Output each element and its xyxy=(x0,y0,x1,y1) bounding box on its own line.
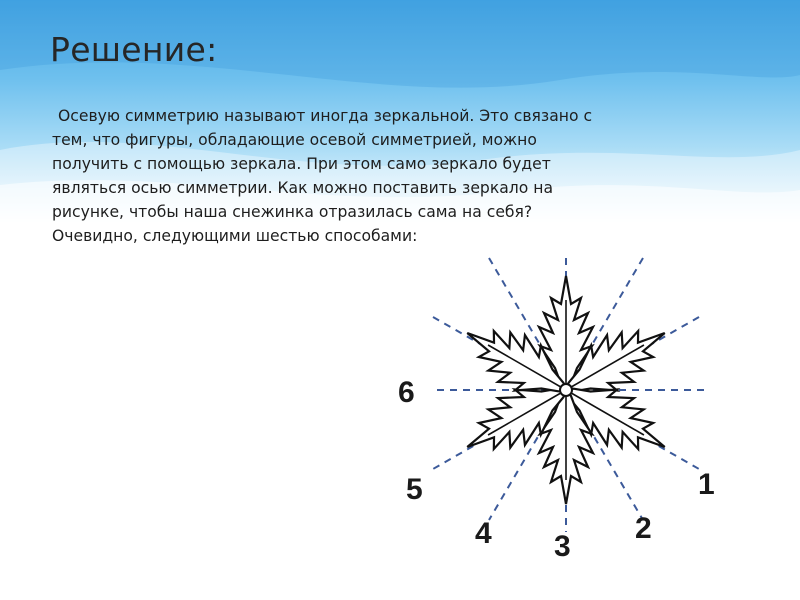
axis-label-1: 1 xyxy=(698,468,715,501)
axis-label-6: 6 xyxy=(398,376,415,409)
snowflake-figure xyxy=(390,250,730,580)
snowflake-center xyxy=(560,384,572,396)
axis-label-2: 2 xyxy=(635,512,652,545)
axis-label-3: 3 xyxy=(554,530,571,563)
slide-paragraph: Осевую симметрию называют иногда зеркальной. Это связано с тем, что фигуры, обладающие осевой симметрией, можно получить с помощью зеркала. При этом само зеркало будет являться осью симметрии. Как можно поставить зеркало на рисунке, чтобы наша снежинка отразилась сама на себя? Очевидно, следующими шестью способами: xyxy=(52,107,593,245)
axis-label-4: 4 xyxy=(475,517,492,550)
axis-label-5: 5 xyxy=(406,473,423,506)
slide-title: Решение: xyxy=(50,30,218,69)
